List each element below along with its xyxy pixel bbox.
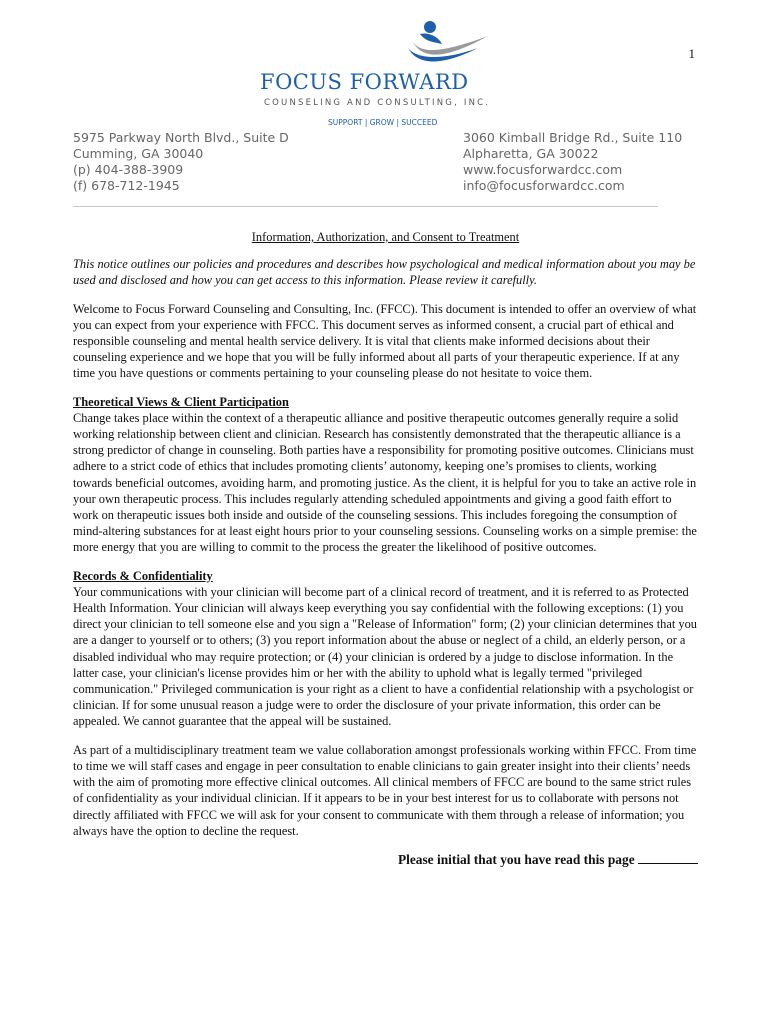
address-line: Cumming, GA 30040 — [73, 146, 204, 161]
page-number: 1 — [688, 46, 695, 61]
section-body: Change takes place within the context of a therapeutic alliance and positive therapeutic outcomes generally require a solid working relationship between client and clinician. Research has consistently demonstrated that the therapeutic alliance is a strong predictor of change in counseling. Both parties have a responsibility for promoting positive outcomes. Clinicians must adhere to a strict code of ethics that includes promoting clients’ autonomy, keeping one’s promises to clients, working towards beneficial outcomes, avoiding harm, and promoting justice. As the client, it is helpful for you to take an active role in your own therapeutic process. This includes regularly attending scheduled appointments and giving a good faith effort to work on therapeutic issues both inside and outside of the counseling sessions. This includes foregoing the consumption of mind-altering substances for at least eight hours prior to your counseling sessions. Counseling works on a simple premise: the more energy that you are willing to commit to the process the greater the likelihood of positive outcomes. — [73, 410, 697, 555]
email-link[interactable]: info@focusforwardcc.com — [463, 178, 625, 193]
swoosh-figure-icon — [338, 18, 488, 70]
initial-prompt-line — [73, 851, 698, 868]
initial-prompt: Please initial that you have read this page — [397, 851, 635, 867]
address-line: 5975 Parkway North Blvd., Suite D — [73, 130, 289, 145]
initial-blank-field[interactable] — [638, 851, 698, 864]
address-block-cumming — [73, 130, 289, 194]
section-body: Your communications with your clinician will become part of a clinical record of treatment, and it is referred to as Protected Health Information. Your clinician will always keep everything you say confidential with the following exceptions: (1) you direct your clinician to tell someone else and you sign a "Release of Information" form; (2) your clinician determines that you are a danger to yourself or to others; (3) you report information about the abuse or neglect of a child, an elderly person, or a disabled individual who may require protection; or (4) your clinician is ordered by a judge to disclose information. In the latter case, your clinician's license provides him or her with the ability to uphold what is legally termed "privileged communication." Privileged communication is your right as a client to have a confidential relationship with a psychologist or clinician. If for some unusual reason a judge were to order the disclosure of your private information, this order can be appealed. We cannot guarantee that the appeal will be sustained. — [73, 584, 697, 729]
privacy-notice: This notice outlines our policies and procedures and describes how psychological and medical information about you may be used and disclosed and how you can get access to this information. Please review it carefully. — [73, 257, 696, 288]
collaboration-paragraph: As part of a multidisciplinary treatment team we value collaboration amongst professionals working within FFCC. From time to time we will staff cases and engage in peer consultation to enable clinicians to gain greater insight into their clients’ needs with the aim of promoting more effective clinical outcomes. All clinical members of FFCC are bound to the same strict rules of confidentiality as your individual clinician. If it appears to be in your best interest for us to collaborate with persons not directly affiliated with FFCC we will ask for your consent to communicate with them through a release of information; you always have the option to decline the request. — [73, 742, 697, 838]
logo-tagline: SUPPORT | GROW | SUCCEED — [328, 118, 438, 127]
section-heading: Theoretical Views & Client Participation — [73, 394, 289, 409]
header-divider — [73, 206, 658, 207]
phone-number: (p) 404-388-3909 — [73, 162, 184, 177]
document-title: Information, Authorization, and Consent to Treatment — [251, 230, 520, 244]
address-block-alpharetta — [463, 130, 682, 194]
logo-subtitle: COUNSELING AND CONSULTING, INC. — [264, 98, 491, 108]
website-link[interactable]: www.focusforwardcc.com — [463, 162, 623, 177]
fax-number: (f) 678-712-1945 — [73, 178, 180, 193]
address-line: 3060 Kimball Bridge Rd., Suite 110 — [463, 130, 683, 145]
company-logo — [258, 18, 491, 127]
address-line: Alpharetta, GA 30022 — [463, 146, 599, 161]
section-theoretical-views — [73, 394, 698, 556]
document-body — [73, 229, 698, 868]
section-records-confidentiality — [73, 568, 698, 730]
logo-name: FOCUS FORWARD — [260, 70, 469, 94]
welcome-paragraph: Welcome to Focus Forward Counseling and Consulting, Inc. (FFCC). This document is intended to offer an overview of what you can expect from your experience with FFCC. This document serves as informed consent, a crucial part of ethical and responsible counseling and mental health service delivery. It is vital that clients make informed decisions about their counseling experience and we hope that you will be fully informed about all parts of your therapeutic experience. If at any time you have questions or comments pertaining to your counseling please do not hesitate to voice them. — [73, 301, 697, 381]
section-heading: Records & Confidentiality — [73, 568, 213, 583]
